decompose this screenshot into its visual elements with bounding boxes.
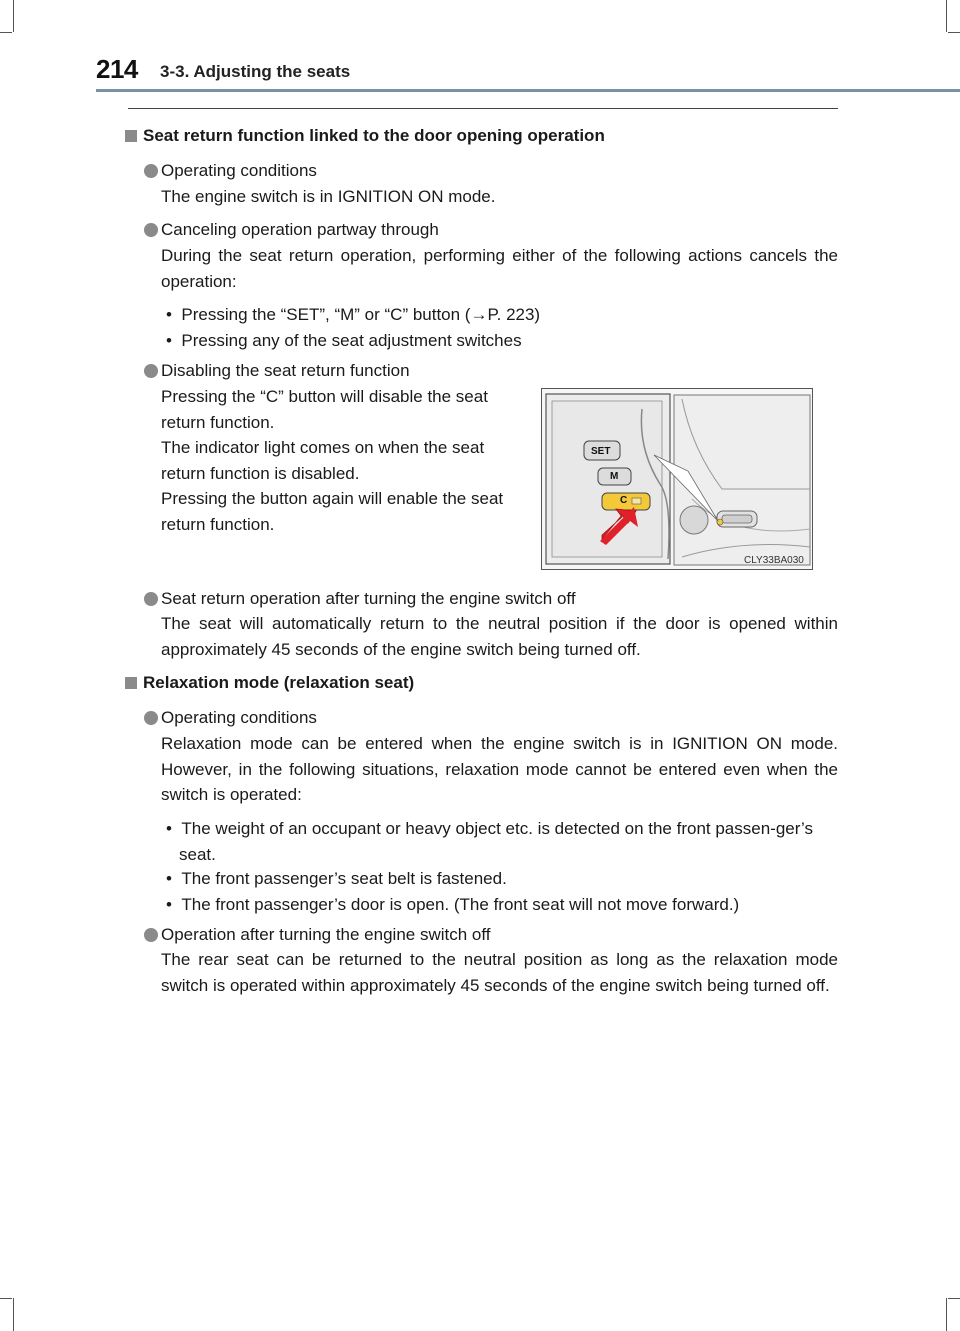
figure-seat-buttons [541, 388, 813, 570]
bullet-dot-icon [144, 223, 158, 237]
heading-text: Seat return function linked to the door opening operation [143, 126, 605, 145]
crop-mark [0, 1298, 12, 1299]
square-bullet-icon [125, 130, 137, 142]
item-text: Relaxation mode can be entered when the engine switch is in IGNITION ON mode. However, in the following situations, relaxation mode cannot be entered even when the switch is operated: [161, 734, 838, 805]
section-title: 3-3. Adjusting the seats [160, 62, 351, 81]
item-text: The engine switch is in IGNITION ON mode. [161, 187, 496, 206]
list-item-text: Pressing any of the seat adjustment switches [181, 331, 522, 350]
list-item-text: The front passenger’s door is open. (The front seat will not move forward.) [181, 895, 740, 914]
list-item-text: Pressing the “SET”, “M” or “C” button (→P. 223) [181, 305, 541, 324]
item-title: Operation after turning the engine switch off [161, 925, 491, 944]
list-item-text: The weight of an occupant or heavy object etc. is detected on the front passen-ger’s seat. [179, 819, 813, 864]
list-item: • The front passenger’s seat belt is fastened. [166, 869, 507, 888]
bullet-dot-icon [144, 711, 158, 725]
crop-mark [946, 0, 947, 32]
item-title: Operating conditions [161, 161, 317, 180]
m-button-label: M [610, 471, 619, 482]
item-text: Pressing the “C” button will disable the seat return function. The indicator light comes on when the seat return function is disabled. Pressing the button again will enable the seat return function. [161, 387, 504, 534]
crop-mark [946, 1298, 947, 1331]
list-item: • Pressing the “SET”, “M” or “C” button (→P. 223) [166, 305, 541, 324]
item-text: The seat will automatically return to the neutral position if the door is opened within approximately 45 seconds of the engine switch being turned off. [161, 614, 838, 659]
bullet-dot-icon [144, 364, 158, 378]
bullet-dot-icon [144, 592, 158, 606]
item-title: Disabling the seat return function [161, 361, 410, 380]
set-button-label: SET [591, 446, 611, 457]
door-panel-illustration [542, 389, 812, 569]
page-number: 214 [96, 54, 138, 84]
content-rule [128, 108, 838, 109]
item-text: The rear seat can be returned to the neutral position as long as the relaxation mode switch is operated within approximately 45 seconds of the engine switch being turned off. [161, 950, 838, 995]
item-title: Operating conditions [161, 708, 317, 727]
list-item-text: The front passenger’s seat belt is fastened. [181, 869, 507, 888]
bullet-dot-icon [144, 164, 158, 178]
list-item: • The weight of an occupant or heavy object etc. is detected on the front passen-ger’s seat. [166, 819, 813, 864]
crop-mark [948, 1298, 960, 1299]
crop-mark [13, 1298, 14, 1331]
heading-text: Relaxation mode (relaxation seat) [143, 673, 415, 692]
bullet-dot-icon [144, 928, 158, 942]
c-button-label: C [620, 495, 628, 506]
item-title: Seat return operation after turning the engine switch off [161, 589, 576, 608]
section-heading [125, 126, 605, 146]
item-title: Canceling operation partway through [161, 220, 439, 239]
item-text: During the seat return operation, performing either of the following actions cancels the operation: [161, 246, 838, 291]
square-bullet-icon [125, 677, 137, 689]
list-item: • The front passenger’s door is open. (The front seat will not move forward.) [166, 895, 740, 914]
crop-mark [948, 32, 960, 33]
crop-mark [13, 0, 14, 32]
section-heading [125, 673, 414, 693]
header-rule [96, 89, 960, 92]
figure-code: CLY33BA030 [744, 555, 804, 566]
crop-mark [0, 32, 12, 33]
list-item: • Pressing any of the seat adjustment switches [166, 331, 522, 350]
